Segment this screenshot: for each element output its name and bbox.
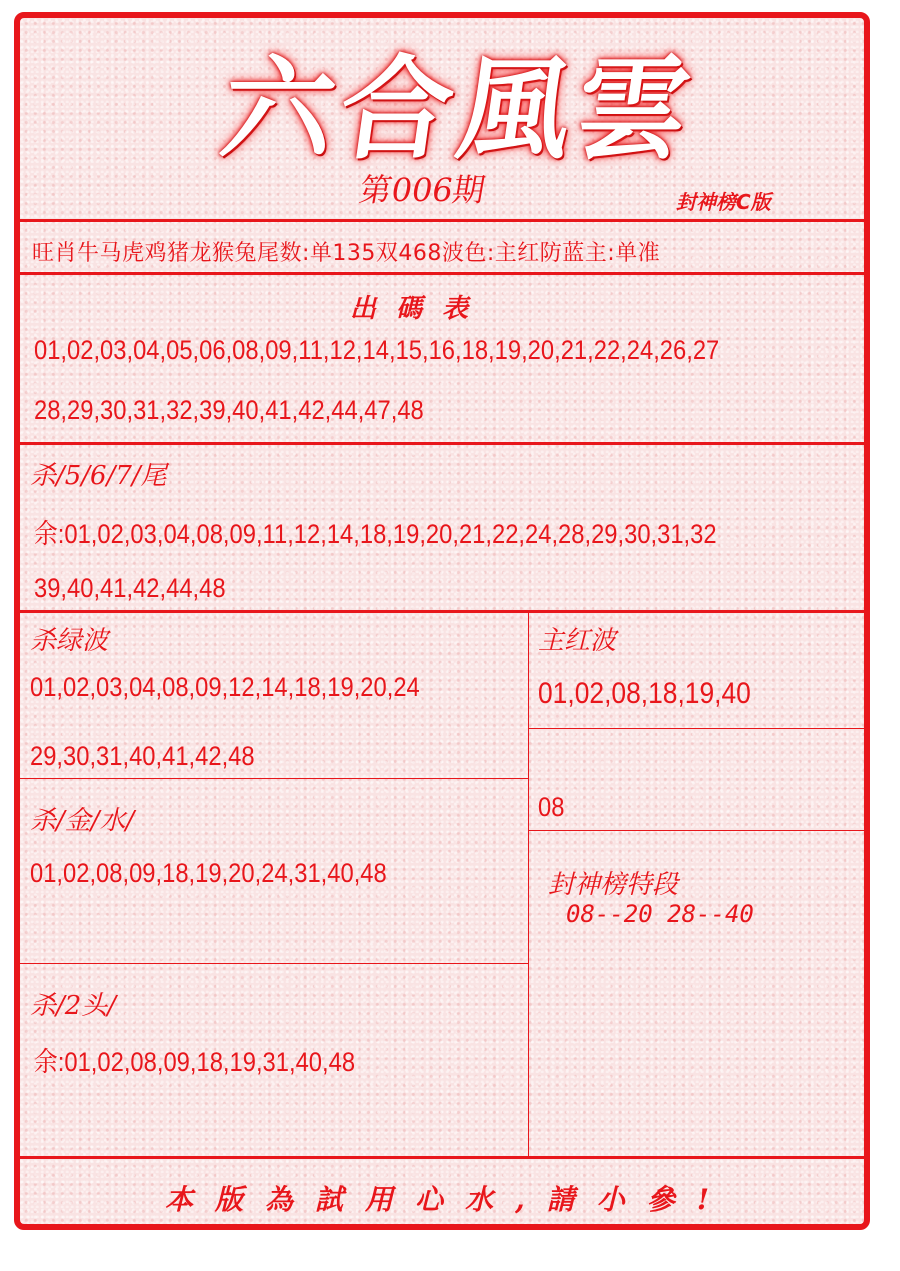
column-divider bbox=[528, 612, 529, 1157]
kill-green-numbers-line1: 01,02,03,04,08,09,12,14,18,19,20,24 bbox=[30, 672, 420, 702]
issue-number: 第006期 bbox=[356, 171, 489, 209]
page-title: 六合風雲 bbox=[213, 44, 704, 175]
divider bbox=[20, 1156, 870, 1159]
divider bbox=[20, 778, 528, 779]
single-number: 08 bbox=[538, 792, 565, 822]
kill-green-numbers-line2: 29,30,31,40,41,42,48 bbox=[30, 741, 255, 771]
kill-tail-numbers-line2: 39,40,41,42,44,48 bbox=[34, 573, 226, 603]
divider bbox=[20, 442, 870, 445]
special-heading: 封神榜特段 bbox=[548, 870, 679, 900]
chuma-numbers-line2: 28,29,30,31,32,39,40,41,42,44,47,48 bbox=[34, 395, 424, 425]
chuma-numbers-line1: 01,02,03,04,05,06,08,09,11,12,14,15,16,18,19,20,21,22,24,26,27 bbox=[34, 335, 720, 365]
kill-tail-heading: 杀/5/6/7/尾 bbox=[30, 461, 167, 491]
kill-head-heading: 杀/2头/ bbox=[30, 991, 117, 1021]
kill-metal-water-heading: 杀/金/水/ bbox=[30, 806, 135, 836]
info-line: 旺肖牛马虎鸡猪龙猴兔尾数:单135双468波色:主红防蓝主:单准 bbox=[32, 241, 661, 266]
divider bbox=[20, 219, 870, 222]
main-red-heading: 主红波 bbox=[538, 626, 617, 656]
divider bbox=[20, 963, 528, 964]
kill-metal-water-numbers: 01,02,08,09,18,19,20,24,31,40,48 bbox=[30, 858, 387, 888]
kill-head-numbers: 余:01,02,08,09,18,19,31,40,48 bbox=[34, 1047, 356, 1077]
subbrand-label: 封神榜C版 bbox=[676, 190, 771, 214]
divider bbox=[529, 830, 867, 831]
footer-note: 本版為試用心水,請小參! bbox=[164, 1183, 732, 1216]
divider bbox=[529, 728, 867, 729]
kill-tail-numbers-line1: 余:01,02,03,04,08,09,11,12,14,18,19,20,21,22,24,28,29,30,31,32 bbox=[34, 519, 717, 549]
main-red-numbers: 01,02,08,18,19,40 bbox=[538, 677, 751, 710]
divider bbox=[20, 272, 870, 275]
divider bbox=[20, 610, 870, 613]
special-ranges: 08--20 28--40 bbox=[566, 900, 754, 928]
kill-green-heading: 杀绿波 bbox=[30, 626, 109, 656]
chuma-heading: 出碼表 bbox=[350, 294, 489, 324]
